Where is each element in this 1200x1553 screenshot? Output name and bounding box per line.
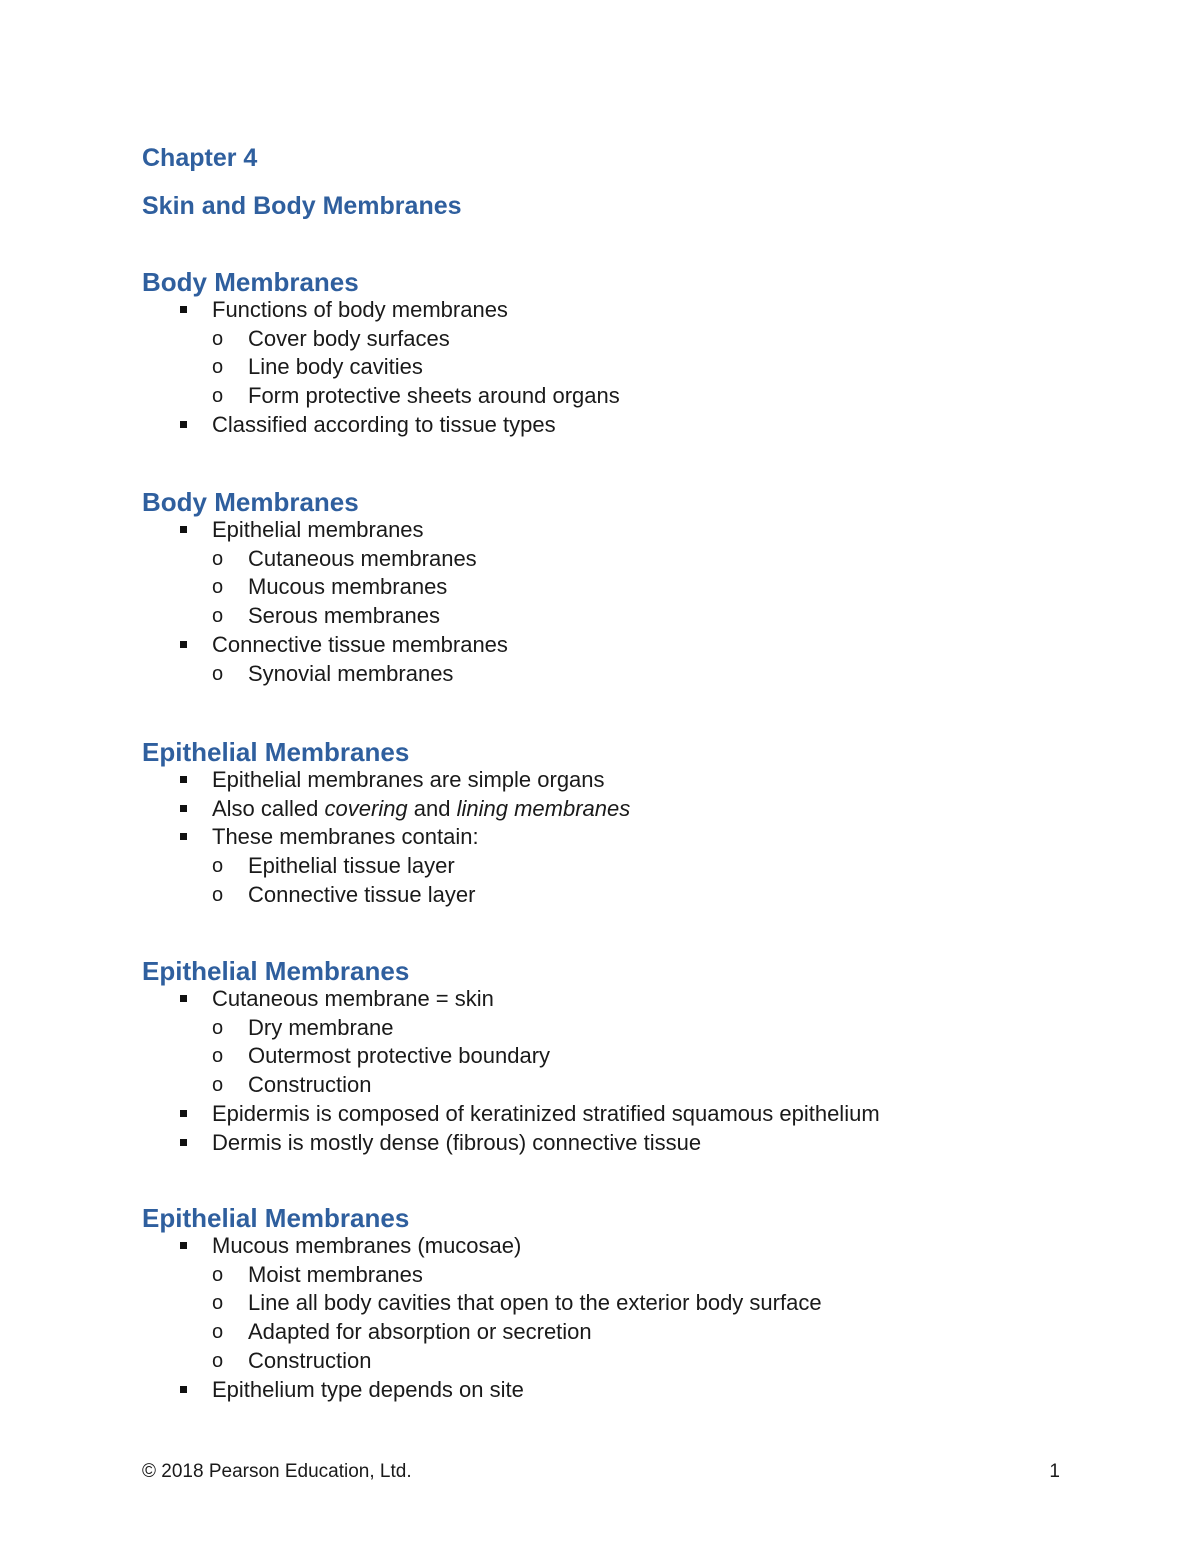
circle-bullet-icon: o (212, 385, 224, 408)
circle-bullet-icon: o (212, 662, 224, 685)
section-heading: Body Membranes (142, 267, 359, 297)
square-bullet-icon (180, 1110, 187, 1117)
sub-list-item (212, 602, 1102, 631)
sub-list-item-text: Epithelial tissue layer (248, 853, 455, 879)
list-item-text (212, 795, 1102, 824)
sub-list-item-text: Cover body surfaces (248, 325, 450, 351)
sub-list (212, 545, 1102, 631)
sub-list-item-text: Cutaneous membranes (248, 545, 477, 571)
section-body-membranes-functions (142, 267, 1102, 440)
list-item (142, 411, 1102, 440)
sub-list-item-text: Serous membranes (248, 603, 440, 629)
section-epithelial-membranes-cutaneous (142, 956, 1102, 1157)
sub-list-item-text: Construction (248, 1347, 372, 1373)
sub-list-item (212, 573, 1102, 602)
square-bullet-icon (180, 995, 187, 1002)
page-number: 1 (1049, 1461, 1060, 1482)
circle-bullet-icon: o (212, 327, 224, 350)
sub-list-item-text: Synovial membranes (248, 660, 454, 686)
sub-list (212, 1014, 1102, 1100)
square-bullet-icon (180, 421, 187, 428)
sub-list-item-text: Mucous membranes (248, 574, 448, 600)
list-item (142, 1232, 1102, 1376)
sub-list (212, 660, 1102, 689)
sub-list-item-text: Construction (248, 1072, 372, 1098)
list-item (142, 795, 1102, 824)
chapter-title: Chapter 4 (142, 144, 258, 172)
list-item (142, 766, 1102, 795)
list-item-text: Classified according to tissue types (212, 411, 556, 437)
sub-list-item (212, 1071, 1102, 1100)
circle-bullet-icon: o (212, 356, 224, 379)
sub-list (212, 325, 1102, 411)
sub-list-item (212, 325, 1102, 354)
sub-list-item (212, 852, 1102, 881)
list-item-text: Epidermis is composed of keratinized stratified squamous epithelium (212, 1100, 880, 1126)
list-item (142, 631, 1102, 688)
list-item-text: Connective tissue membranes (212, 631, 508, 657)
bullet-list (142, 296, 1102, 440)
sub-list-item (212, 881, 1102, 910)
sub-list-item (212, 1318, 1102, 1347)
circle-bullet-icon: o (212, 1074, 224, 1097)
circle-bullet-icon: o (212, 1263, 224, 1286)
square-bullet-icon (180, 1386, 187, 1393)
section-epithelial-membranes-mucous (142, 1203, 1102, 1404)
sub-list-item (212, 1014, 1102, 1043)
list-item (142, 1376, 1102, 1405)
square-bullet-icon (180, 1139, 187, 1146)
list-item-text: Mucous membranes (mucosae) (212, 1233, 522, 1258)
list-item (142, 1129, 1102, 1158)
circle-bullet-icon: o (212, 576, 224, 599)
sub-list-item (212, 353, 1102, 382)
sub-list-item-text: Outermost protective boundary (248, 1043, 551, 1069)
list-item-text: Dermis is mostly dense (fibrous) connective tissue (212, 1129, 702, 1155)
circle-bullet-icon: o (212, 1016, 224, 1039)
sub-list-item (212, 1261, 1102, 1290)
bullet-list (142, 1232, 1102, 1404)
sub-list-item-text: Connective tissue layer (248, 881, 476, 907)
circle-bullet-icon: o (212, 1292, 224, 1315)
square-bullet-icon (180, 1242, 187, 1249)
list-item (142, 516, 1102, 631)
square-bullet-icon (180, 306, 187, 313)
square-bullet-icon (180, 641, 187, 648)
text-run: Also called (212, 795, 325, 821)
list-item-text: These membranes contain: (212, 824, 479, 850)
list-item (142, 1100, 1102, 1129)
sub-list-item-text: Dry membrane (248, 1014, 394, 1040)
list-item-text: Epithelium type depends on site (212, 1376, 524, 1402)
bullet-list (142, 766, 1102, 910)
bullet-list (142, 985, 1102, 1157)
circle-bullet-icon: o (212, 1045, 224, 1068)
chapter-subtitle: Skin and Body Membranes (142, 192, 462, 220)
section-body-membranes-types (142, 487, 1102, 688)
circle-bullet-icon: o (212, 1321, 224, 1344)
list-item-text: Cutaneous membrane = skin (212, 986, 494, 1011)
sub-list-item (212, 1289, 1102, 1318)
sub-list-item (212, 1347, 1102, 1376)
text-run: and (407, 795, 457, 821)
square-bullet-icon (180, 526, 187, 533)
circle-bullet-icon: o (212, 855, 224, 878)
circle-bullet-icon: o (212, 547, 224, 570)
sub-list-item-text: Line all body cavities that open to the exterior body surface (248, 1290, 822, 1316)
sub-list-item (212, 545, 1102, 574)
square-bullet-icon (180, 833, 187, 840)
sub-list-item (212, 382, 1102, 411)
sub-list-item (212, 660, 1102, 689)
sub-list (212, 852, 1102, 909)
section-heading: Epithelial Membranes (142, 737, 410, 767)
sub-list-item-text: Moist membranes (248, 1261, 423, 1287)
footer-copyright: © 2018 Pearson Education, Ltd. (142, 1461, 412, 1482)
sub-list-item-text: Line body cavities (248, 354, 423, 380)
list-item (142, 823, 1102, 909)
sub-list-item (212, 1042, 1102, 1071)
bullet-list (142, 516, 1102, 688)
circle-bullet-icon: o (212, 605, 224, 628)
circle-bullet-icon: o (212, 1349, 224, 1372)
italic-term: covering (324, 795, 408, 821)
sub-list-item-text: Adapted for absorption or secretion (248, 1319, 592, 1345)
list-item (142, 296, 1102, 411)
sub-list (212, 1261, 1102, 1376)
italic-term: lining membranes (456, 795, 631, 821)
circle-bullet-icon: o (212, 883, 224, 906)
sub-list-item-text: Form protective sheets around organs (248, 383, 620, 409)
square-bullet-icon (180, 776, 187, 783)
section-epithelial-membranes-overview (142, 737, 1102, 910)
list-item-text: Epithelial membranes (212, 517, 424, 542)
list-item-text: Functions of body membranes (212, 297, 508, 322)
section-heading: Epithelial Membranes (142, 1203, 410, 1233)
list-item (142, 985, 1102, 1100)
section-heading: Epithelial Membranes (142, 956, 410, 986)
section-heading: Body Membranes (142, 487, 359, 517)
list-item-text: Epithelial membranes are simple organs (212, 767, 605, 792)
square-bullet-icon (180, 805, 187, 812)
